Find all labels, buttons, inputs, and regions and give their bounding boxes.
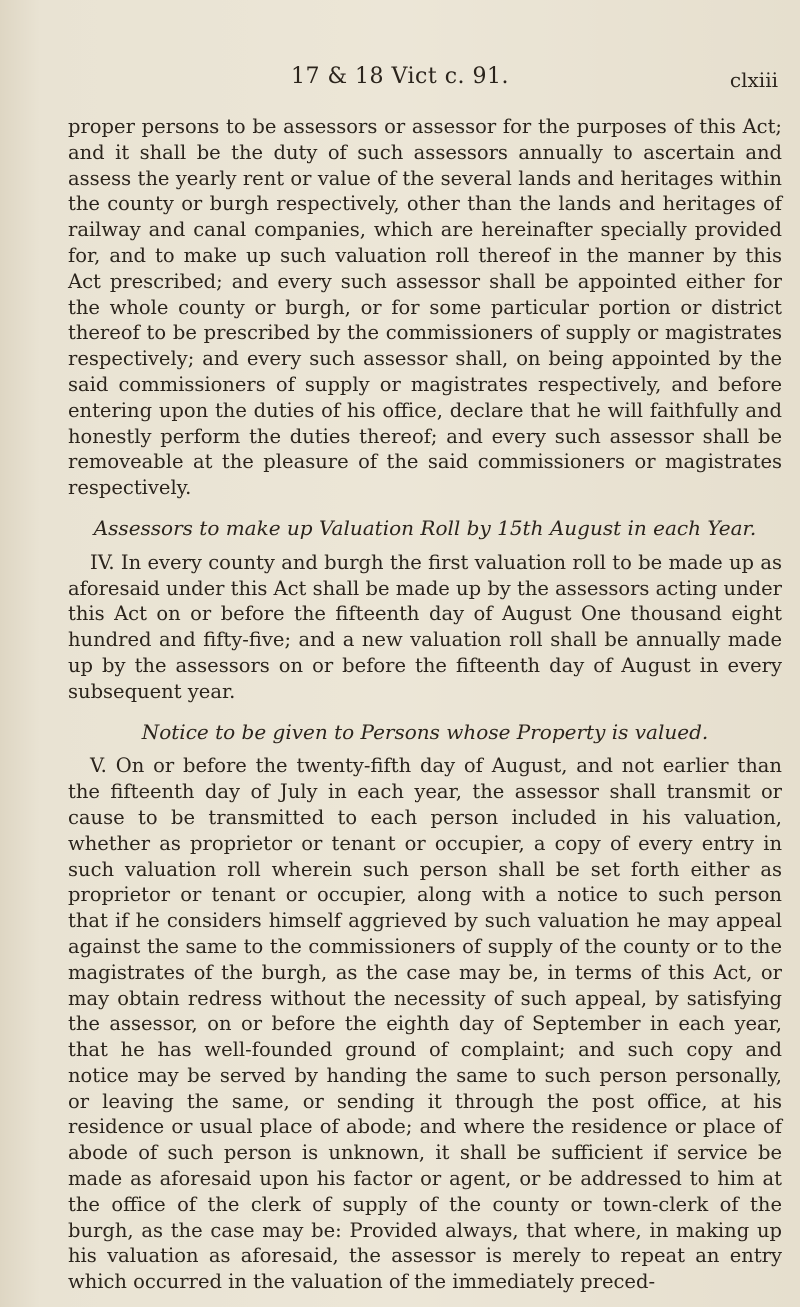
running-head: 17 & 18 Vict c. 91. [290,64,510,89]
paragraph-continued: proper persons to be assessors or assessor for the purposes of this Act; and it shall be the duty of such assessors annually to ascertain and assess the yearly rent or value of the several lands and heritages within the county or burgh respectively, other than the lands and heritages of railway and canal companies, which are hereinafter specially provided for, and to make up such valuation roll thereof in the manner by this Act prescribed; and every such assessor shall be appointed either for the whole county or burgh, or for some particular portion or district thereof to be prescribed by the commissioners of supply or magistrates respectively; and every such assessor shall, on being appointed by the said commissioners of supply or magistrates respectively, and before entering upon the duties of his office, declare that he will faithfully and honestly perform the duties thereof; and every such assessor shall be removeable at the pleasure of the said commissioners or magistrates respectively. [68,115,782,500]
page-header [0,64,800,98]
body-text [68,114,782,1295]
paragraph-section-v: V. On or before the twenty-fifth day of August, and not earlier than the fifteenth day of July in each year, the assessor shall transmit or cause to be transmitted to each person included in his valuation, whether as proprietor or tenant or occupier, a copy of every entry in such valuation roll wherein such person shall be set forth either as proprietor or tenant or occupier, along with a notice to such person that if he considers himself aggrieved by such valuation he may appeal against the same to the commissioners of supply of the county or to the magistrates of the burgh, as the case may be, in terms of this Act, or may obtain redress without the necessity of such appeal, by satisfying the assessor, on or before the eighth day of September in each year, that he has well-founded ground of complaint; and such copy and notice may be served by handing the same to such person personally, or leaving the same, or sending it through the post office, at his residence or usual place of abode; and where the residence or place of abode of such person is unknown, it shall be sufficient if service be made as aforesaid upon his factor or agent, or be addressed to him at the office of the clerk of supply of the county or town-clerk of the burgh, as the case may be: Provided always, that where, in making up his valuation as aforesaid, the assessor is merely to repeat an entry which occurred in the valuation of the immediately preced- [68,754,782,1294]
section-heading-iv: Assessors to make up Valuation Roll by 15th August in each Year. [93,515,757,540]
page-number: clxiii [729,68,778,92]
paragraph-section-iv: IV. In every county and burgh the first valuation roll to be made up as aforesaid under this Act shall be made up by the assessors acting under this Act on or before the fifteenth day of August One thousand eight hundred and fifty-five; and a new valuation roll shall be annually made up by the assessors on or before the fifteenth day of August in every subsequent year. [68,550,782,703]
section-heading-v: Notice to be given to Persons whose Property is valued. [141,719,709,744]
